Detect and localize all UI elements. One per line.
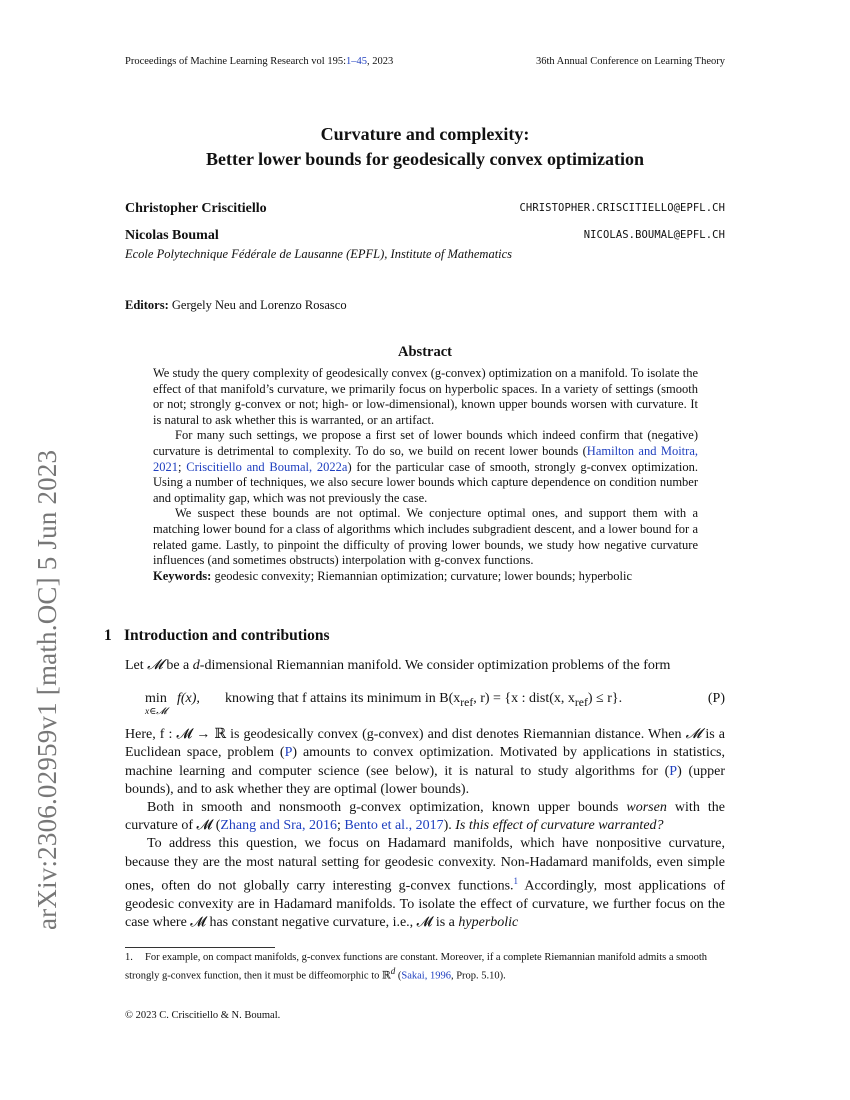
abstract-title: Abstract — [398, 344, 452, 360]
abstract-paragraph: We suspect these bounds are not optimal. We conjecture optimal ones, and support them with a matching lower bound for a class of algorithms which includes subgradient descent, and a lower bound for a related game. Lastly, to pinpoint the difficulty of proving lower bounds, we study how negative curvature influences (and sometimes obstructs) interpolation with g-convex functions. — [153, 506, 698, 568]
author-name: Christopher Criscitiello — [125, 201, 267, 216]
paper-title: Curvature and complexity: Better lower bounds for geodesically convex optimization — [206, 124, 644, 169]
conference-name: 36th Annual Conference on Learning Theory — [535, 56, 725, 67]
footnote-mark-link[interactable]: 1 — [513, 875, 519, 886]
author-email[interactable]: CHRISTOPHER.CRISCITIELLO@EPFL.CH — [519, 202, 725, 214]
equation-ref-link[interactable]: P — [669, 763, 678, 779]
footnote-rule — [125, 947, 275, 948]
editors: Editors: Gergely Neu and Lorenzo Rosasco — [125, 298, 347, 312]
abstract-paragraph: We study the query complexity of geodesically convex (g-convex) optimization on a manifold. To isolate the effect of that manifold’s curvature, we primarily focus on hyperbolic spaces. In a variety of settings (smooth or not; strongly g-convex or not; high- or low-dimensional), known upper bounds worsen with curvature. It is natural to ask whether this is warranted, or an artifact. — [153, 366, 698, 427]
footnote: 1. For example, on compact manifolds, g-convex functions are constant. Moreover, if a complete Riemannian manifold admits a smooth strongly g-convex function, then it must be diffeomorphic to ℝ$^d$ (Sakai, 1996, Prop. 5.10). — [125, 952, 708, 981]
citation-link[interactable]: Criscitiello and Boumal, 2022a — [186, 459, 348, 474]
abstract-body — [153, 366, 698, 584]
author-1 — [125, 201, 725, 217]
section-heading: 1 Introduction and contributions — [104, 627, 330, 644]
equation-constraint: knowing that f attains its minimum in $B(x_{ref}$, r) = {x : dist(x, $x_{ref}) \le r$}. — [225, 691, 623, 709]
citation-link[interactable]: Zhang and Sra, 2016 — [220, 818, 338, 834]
intro-paragraph: Let 𝓜 be a d-dimensional Riemannian manifold. We consider optimization problems of the form — [125, 658, 671, 673]
intro-paragraph: Both in smooth and nonsmooth g-convex optimization, known upper bounds worsen with the curvature of 𝓜 (Zhang and Sra, 2016; Bento et al., 2017). Is this effect of curvature warranted? — [125, 800, 725, 834]
min-operator: min x∈𝓜 — [145, 691, 167, 718]
equation-ref-link[interactable]: P — [284, 745, 293, 761]
journal-info: Proceedings of Machine Learning Research vol 195:1–45, 2023 — [125, 56, 394, 67]
equation-P: min x∈𝓜 f(x), knowing that f attains its minimum in $B(x_{ref}$, r) = {x : dist(x, $x_{ref}) \le r$}. (P) — [125, 682, 725, 724]
citation-link[interactable]: Hamilton and Moitra, 2021 — [153, 443, 698, 474]
page-range-link[interactable]: 1–45 — [346, 56, 368, 67]
citation-link[interactable]: Sakai, 1996 — [401, 970, 451, 981]
author-name: Nicolas Boumal — [125, 228, 219, 243]
abstract-paragraph: For many such settings, we propose a first set of lower bounds which indeed confirm that (negative) curvature is detrimental to complexity. To do so, we build on recent lower bounds (Hamilton and Moitra, 2021; Criscitiello and Boumal, 2022a) for the particular case of smooth, strongly g-convex optimization. Using a number of techniques, we also secure lower bounds which capture dependence on condition number and optimality gap, which was not previously the case. — [153, 428, 698, 505]
author-email[interactable]: NICOLAS.BOUMAL@EPFL.CH — [583, 229, 725, 241]
intro-paragraph: Here, f : 𝓜 → ℝ is geodesically convex (g-convex) and dist denotes Riemannian distance. When 𝓜 is a Euclidean space, problem (P) amounts to convex optimization. Motivated by applications in statistics, machine learning and computer science (see below), it is natural to study algorithms for (P) (upper bounds), and to ask whether they are optimal (lower bounds). — [125, 727, 725, 797]
arxiv-stamp: arXiv:2306.02959v1 [math.OC] 5 Jun 2023 — [32, 449, 62, 930]
intro-paragraph: To address this question, we focus on Hadamard manifolds, which have nonpositive curvature, because they are the most natural setting for geodesic convexity. Non-Hadamard manifolds, even simple ones, often do not globally carry interesting g-convex functions.$^1$ Accordingly, most applications of geodesic convexity are in Hadamard manifolds. To isolate the effect of curvature, we further focus on the case where 𝓜 has constant negative curvature, i.e., 𝓜 is a hyperbolic — [125, 836, 725, 930]
equation-tag: (P) — [707, 691, 725, 707]
intro-body — [125, 657, 725, 932]
keywords: Keywords: geodesic convexity; Riemannian optimization; curvature; lower bounds; hyperbolic — [153, 568, 633, 583]
author-2 — [125, 228, 725, 244]
copyright: © 2023 C. Criscitiello & N. Boumal. — [125, 1010, 281, 1021]
footnote-number: 1. — [125, 952, 133, 963]
citation-link[interactable]: Bento et al., 2017 — [344, 818, 444, 834]
affiliation: Ecole Polytechnique Fédérale de Lausanne (EPFL), Institute of Mathematics — [125, 247, 513, 261]
